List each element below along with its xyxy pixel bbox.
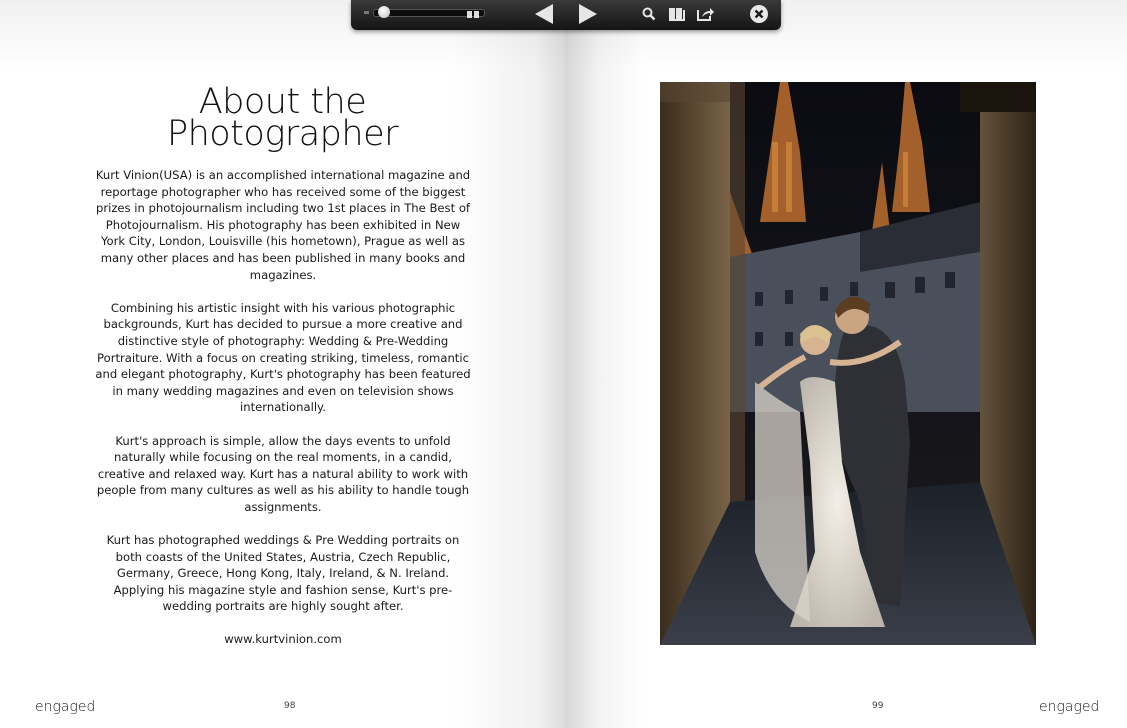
paragraph-1: Kurt Vinion(USA) is an accomplished international magazine and reportage photographer who has received some of the biggest prizes in photojournalism including two 1st places in The Best of Photojournalism. His photography has been exhibited in New York City, London, Louisville (his hometown), Prague as well as many other places and has been published in many books and magazines. bbox=[95, 168, 471, 282]
footer-brand-right: engaged bbox=[1039, 699, 1100, 715]
arrow-left-icon[interactable] bbox=[533, 2, 555, 26]
website-link: www.kurtvinion.com bbox=[224, 632, 342, 646]
pages-icon[interactable] bbox=[463, 2, 483, 26]
article-body bbox=[92, 167, 474, 632]
search-icon[interactable] bbox=[640, 2, 658, 26]
page-title bbox=[140, 82, 425, 154]
wedding-photo bbox=[660, 82, 1036, 645]
slider-min-marker bbox=[364, 11, 369, 14]
paragraph-3: Kurt's approach is simple, allow the days events to unfold naturally while focusing on the real moments, in a candid, creative and relaxed way. Kurt has a natural ability to work with people from many cultures as well as his ability to handle tough assignments. bbox=[96, 433, 470, 514]
close-icon[interactable] bbox=[748, 2, 770, 26]
page-number-left: 98 bbox=[284, 701, 296, 711]
paragraph-2: Combining his artistic insight with his various photographic backgrounds, Kurt has decided to pursue a more creative and distinctive style of photography: Wedding & Pre-Wedding Portraiture. With a focus on creating striking, timeless, romantic and elegant photography, Kurt's photography has been featured in many wedding magazines and even on television shows internationally. bbox=[95, 300, 471, 415]
book-icon[interactable] bbox=[667, 2, 687, 26]
share-icon[interactable] bbox=[696, 2, 716, 26]
title-line-1: About the bbox=[198, 82, 367, 122]
title-line-2: Photographer bbox=[166, 114, 398, 154]
arrow-right-icon[interactable] bbox=[577, 2, 599, 26]
footer-brand-left: engaged bbox=[35, 699, 96, 715]
reader-toolbar bbox=[351, 0, 781, 30]
page-number-right: 99 bbox=[872, 701, 884, 711]
paragraph-4: Kurt has photographed weddings & Pre Wedding portraits on both coasts of the United States, Austria, Czech Republic, Germany, Greece, Hong Kong, Italy, Ireland, & N. Ireland. Applying his magazine style and fashion sense, Kurt's pre-wedding portraits are highly sought after. bbox=[106, 533, 460, 614]
slider-knob[interactable] bbox=[378, 6, 390, 18]
